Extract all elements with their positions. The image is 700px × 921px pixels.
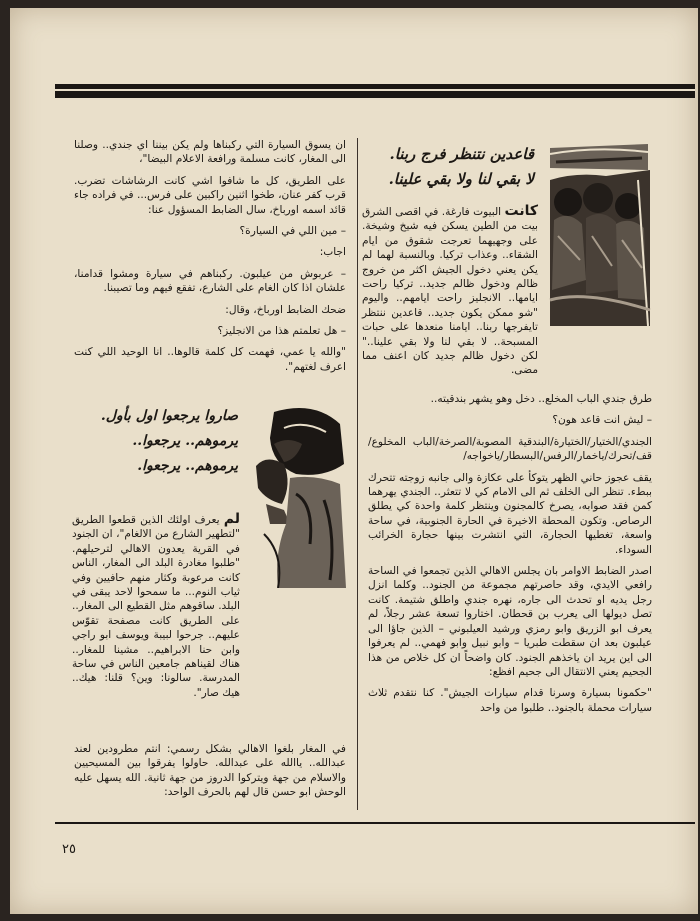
left-column-bottom <box>74 742 346 807</box>
left-heading <box>66 404 238 479</box>
right-paragraph-2: طرق جندي الباب المخلع.. دخل وهو يشهر بندقيته.. <box>430 393 652 405</box>
soldiers-illustration <box>546 140 652 326</box>
page-number: ٢٥ <box>62 842 76 857</box>
bottom-rule <box>55 822 695 824</box>
left-column-lower <box>72 512 240 707</box>
left-heading-line-3: يرموهم.. يرجعوا. <box>137 458 238 474</box>
left-paragraph-9-lead: لم <box>223 511 240 527</box>
right-intro-lead: كانت <box>504 203 538 219</box>
right-paragraph-3: – ليش انت قاعد هون؟ <box>552 414 652 427</box>
top-rule <box>55 84 695 98</box>
left-paragraph-5: – عربوش من عيلبون. ركبناهم في سيارة ومشوا قدامنا، علشان اذا كان الغام على الشارع، تفقع فيهم وما تصيبنا. <box>74 267 346 295</box>
left-paragraph-3: – مين اللي في السيارة؟ <box>239 225 346 238</box>
right-paragraph-6: اصدر الضابط الاوامر بان يجلس الاهالي الذين تجمعوا في الساحة رافعي الايدي، وقد حاصرتهم مجموعة من الجنود.. وكلما انزل رجل يديه او تحدث الى جاره، نهره جندي واطلق شتيمة. كانت تصل ديولها الى يعرب بن قحطان. اختاروا تسعة عشر رجلاً، لم يعرف ابو الزريق وابو رمزي ورشيد العيلبوني – الذين جاؤا الى عيلبون بعد ان سقطت طبريا – وابو نبيل وابو فهمي.. لم يعرفوا الى اين يريد ان ياخذهم الجنود. كان واضحاً ان كل خلاص من هذا الجحيم يعني الانتقال الى جحيم افظع: <box>368 565 652 678</box>
left-paragraph-10: في المغار بلغوا الاهالي بشكل رسمي: انتم مطرودين لعند عبدالله.. ياالله على عبدالله. حاولوا يفرقوا بين المسيحيين والاسلام من جهة ويتركوا الدروز من جهة ثانية. الله يسهل عليه الوحش ابو حسن قال لهم بالحرف الواحد: <box>74 743 346 799</box>
man-portrait-illustration <box>244 404 348 588</box>
right-paragraph-7: "حكمونا بسيارة وسرنا قدام سيارات الجيش". كنا نتقدم ثلاث سيارات محملة بالجنود.. طلبوا من واحد <box>368 687 652 714</box>
right-column-intro <box>362 204 538 385</box>
left-paragraph-6: ضحك الضابط اورباخ، وقال: <box>225 303 346 316</box>
right-heading <box>356 142 534 192</box>
left-paragraph-7: – هل تعلمتم هذا من الانجليز؟ <box>217 325 346 338</box>
left-paragraph-2: على الطريق، كل ما شافوا اشي كانت الرشاشات تضرب. قرب كفر عنان، طخوا اثنين راكبين على فرس... في فراده جاء قائد اسمه اورباخ، سال الضابط المسؤول عنا: <box>74 174 346 216</box>
right-intro-text: البيوت فارغة. في اقصى الشرق بيت من الطين يسكن فيه شيخ وشيخة. على وجهيهما تعرجت شقوق من ايام الشقاء.. وعذاب تركيا. وبالنسبة لهما لم يكن يعني دخول الجيش اكثر من خروج ظالم ودخول ظالم جديد.. تركيا راحت ايامها.. الانجليز راحت ايامهم.. واليوم "شو ممكن يكون جديد.. قاعدين ننتظر تايفرجها ربنا.. ايامنا منعدها على حبات المسبحة.. لا بقي لنا ولا بقي علينا.." لكن دخول ظالم جديد كان اعنف مما مضى. <box>362 206 538 377</box>
right-column-body <box>368 392 652 722</box>
left-column-top <box>74 138 346 381</box>
right-heading-line-1: قاعدين نتنظر فرج ربنا. <box>389 145 534 163</box>
left-paragraph-9-text: يعرف اولئك الذين قطعوا الطريق "لتطهير الشارع من الالغام"، ان الجنود في القرية يعدون الاهالي لترحيلهم. "طلبوا مغادرة البلد الى المغار، الناس كانت مرعوبة وكثار منهم حافيين وفي ثياب النوم... ما سمحوا لاحد يبقى في البلد. ساقوهم مثل القطيع الى المغار.. على الطريق كانت مصفحة تقوّس عليهم.. جرحوا لبيبة ويوسف ابو راجي وابن حنا الابراهيم.. مشينا للمغار.. هناك لقيناهم جامعين الناس في ساحة المدرسة. سالونا: وين؟ قلنا: هيك.. هيك صار". <box>72 514 240 699</box>
right-paragraph-5: يقف عجوز حاني الظهر يتوكأ على عكازة والى جانبه زوجته تتحرك ببطء. تنظر الى الخلف ثم الى الامام كي لا تتعثر.. الجندي يهرهما كمن فقد صوابه، يصرخ كالمجنون وينتظر كلمة واحدة كي يطلق الرصاص. وتكون المحطة الاخيرة في الحارة الجنوبية، في ساحة واسعة، تغطيها الحجارة، التي انتشرت بينها حجارة الخرائب السوداء. <box>368 471 652 556</box>
left-paragraph-1: ان يسوق السيارة التي ركبناها ولم يكن بيننا اي جندي.. وصلنا الى المغار، كانت مسلمة ورافعة الاعلام البيضا"، <box>74 139 346 166</box>
left-paragraph-4: اجاب: <box>319 246 346 259</box>
column-divider <box>357 138 358 810</box>
right-heading-line-2: لا بقي لنا ولا بقي علينا. <box>388 170 534 188</box>
right-paragraph-4: الجندي/الختيار/الختيارة/البندقية المصوبة/الصرخة/الباب المخلوع/ قف/تحرك/ياخمار/الرفس/البسطار/ياخواجه/ <box>368 435 652 463</box>
left-paragraph-8: "والله يا عمي، فهمت كل كلمة قالوها.. انا الوحيد اللي كنت اعرف لغتهم". <box>74 346 346 373</box>
left-heading-line-1: صاروا يرجعوا اول بأول. <box>100 408 238 424</box>
left-heading-line-2: يرموهم.. يرجعوا.. <box>132 433 238 449</box>
